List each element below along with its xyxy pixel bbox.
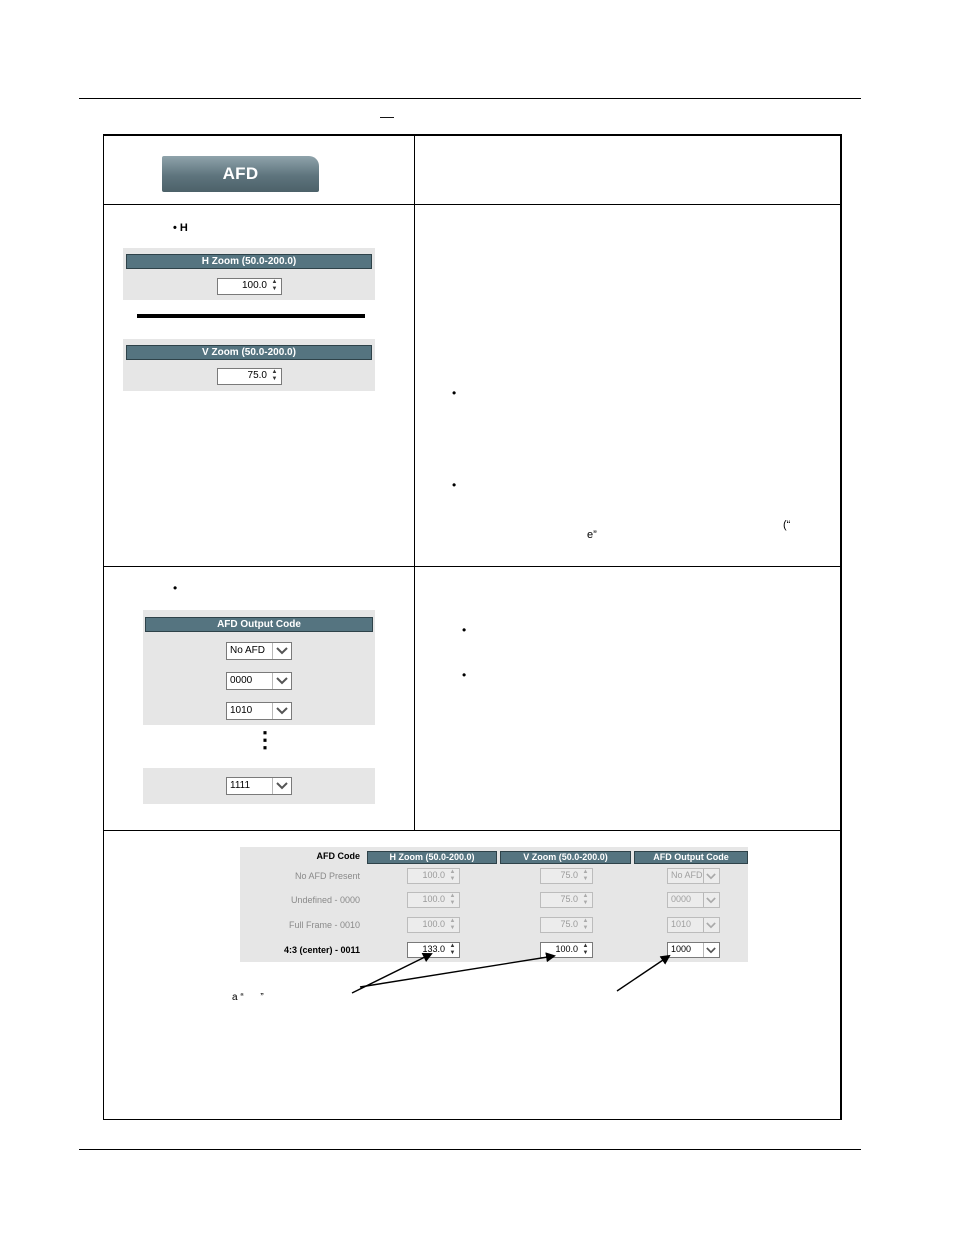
figure-caption: a “ ” xyxy=(232,992,264,1003)
spinner-arrows-icon[interactable]: ▲ ▼ xyxy=(271,279,278,292)
row-label-4-3-center: 4:3 (center) - 0011 xyxy=(283,945,360,955)
h-zoom-header: H Zoom (50.0-200.0) xyxy=(126,254,372,269)
row0-h-value: 100.0 xyxy=(422,870,445,880)
v-zoom-header: V Zoom (50.0-200.0) xyxy=(126,345,372,360)
afd-output-col-header: AFD Output Code xyxy=(634,851,748,864)
afd-select-value: 0000 xyxy=(230,675,253,686)
spinner-arrows-icon: ▲ ▼ xyxy=(582,918,589,931)
ellipsis-icon: ⋮ xyxy=(254,727,276,752)
spinner-arrows-icon: ▲ ▼ xyxy=(449,869,456,882)
row0-v-value: 75.0 xyxy=(560,870,578,880)
zoom-bullet-label: • H xyxy=(173,222,188,234)
row1-h-value: 100.0 xyxy=(422,894,445,904)
spinner-arrows-icon[interactable]: ▲ ▼ xyxy=(449,943,456,956)
afd-right-bullet-2: • xyxy=(462,668,467,682)
row2-code: 1010 xyxy=(671,919,692,929)
header-dash: — xyxy=(380,108,394,124)
row1-v-value: 75.0 xyxy=(560,894,578,904)
afd-right-bullet-1: • xyxy=(462,623,467,637)
content-table xyxy=(103,134,842,1120)
afd-select-value: 1010 xyxy=(230,705,253,716)
callout-arrows xyxy=(104,136,840,1119)
arrow-to-afd-code xyxy=(617,956,669,991)
v-zoom-value: 75.0 xyxy=(247,370,267,381)
afd-select-value: No AFD xyxy=(230,645,266,656)
row-label-undefined: Undefined - 0000 xyxy=(290,895,360,905)
spinner-arrows-icon: ▲ ▼ xyxy=(582,869,589,882)
row3-v-value: 100.0 xyxy=(555,944,578,954)
spinner-arrows-icon: ▲ ▼ xyxy=(449,918,456,931)
row0-code: No AFD xyxy=(671,870,703,880)
row2-v-value: 75.0 xyxy=(560,919,578,929)
quote-open: (“ xyxy=(783,519,791,531)
row3-h-value: 133.0 xyxy=(422,944,445,954)
zoom-right-bullet-1: • xyxy=(452,386,457,400)
quote-end: e” xyxy=(587,529,597,541)
afd-code-col-label: AFD Code xyxy=(316,851,360,861)
v-zoom-col-header: V Zoom (50.0-200.0) xyxy=(500,851,631,864)
arrow-to-v-zoom xyxy=(360,956,554,987)
top-rule xyxy=(79,98,861,99)
afd-output-header: AFD Output Code xyxy=(145,617,373,632)
row3-code: 1000 xyxy=(671,944,692,954)
h-zoom-col-header: H Zoom (50.0-200.0) xyxy=(367,851,497,864)
row1-code: 0000 xyxy=(671,894,692,904)
bottom-rule xyxy=(79,1149,861,1150)
spinner-arrows-icon[interactable]: ▲ ▼ xyxy=(582,943,589,956)
row2-h-value: 100.0 xyxy=(422,919,445,929)
spinner-arrows-icon: ▲ ▼ xyxy=(582,893,589,906)
spinner-arrows-icon: ▲ ▼ xyxy=(449,893,456,906)
row-label-no-afd: No AFD Present xyxy=(294,871,360,881)
arrow-to-h-zoom xyxy=(352,954,431,993)
h-zoom-value: 100.0 xyxy=(241,280,267,291)
row-label-full-frame: Full Frame - 0010 xyxy=(288,920,360,930)
afd-select-value: 1111 xyxy=(230,780,251,791)
afd-tab-button[interactable]: AFD xyxy=(162,156,319,192)
spinner-arrows-icon[interactable]: ▲ ▼ xyxy=(271,369,278,382)
afd-bullet-label: • xyxy=(173,581,178,595)
zoom-right-bullet-2: • xyxy=(452,478,457,492)
